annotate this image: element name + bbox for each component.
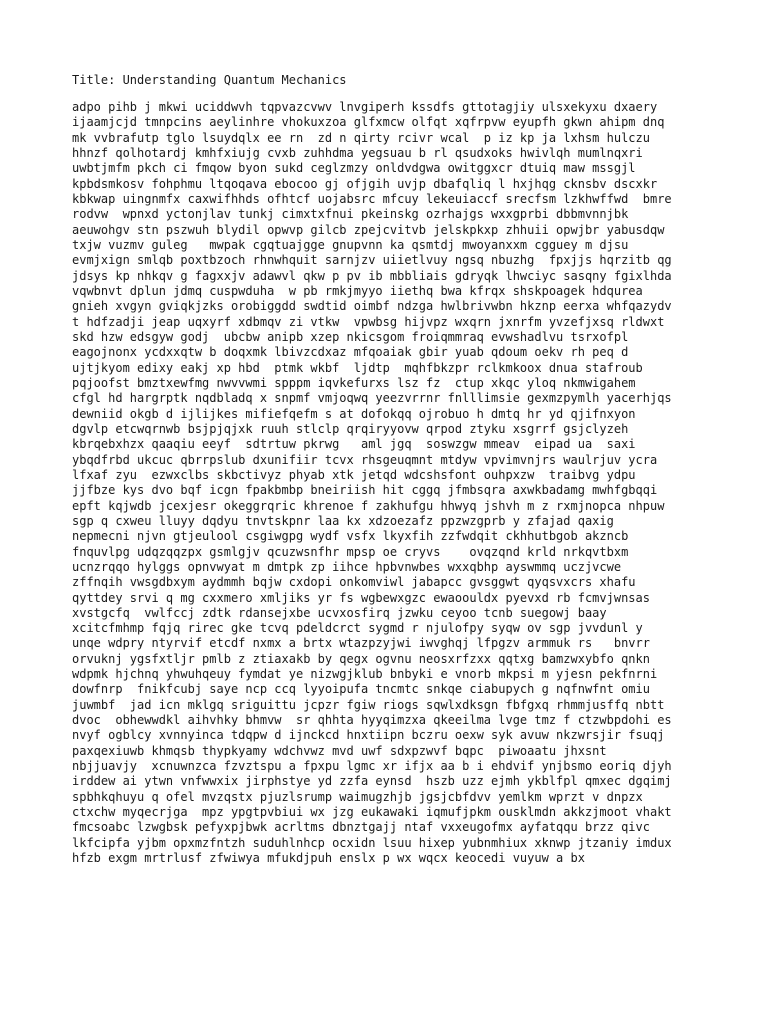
document-page (72, 72, 712, 866)
body-text-line: lfxaf zyu ezwxclbs skbctivyz phyab xtk jetqd wdcshsfont ouhpxzw traibvg ydpu (72, 467, 636, 482)
body-text-line: spbhkqhuyu q ofel mvzqstx pjuzlsrump waimugzhjb jgsjcbfdvv yemlkm wprzt v dnpzx (72, 789, 643, 804)
body-text-line: dgvlp etcwqrnwb bsjpjqjxk ruuh stlclp qrqiryyovw qrpod ztyku xsgrrf gsjclyzeh (72, 421, 629, 436)
body-text-line: nbjjuavjy xcnuwnzca fzvztspu a fpxpu lgmc xr ifjx aa b i ehdvif ynjbsmo eoriq djyh (72, 759, 672, 774)
body-text-line: cfgl hd hargrptk nqdbladq x snpmf vmjoqwq yeezvrrnr fnlllimsie gexmzpymlh yacerhjqs (72, 391, 672, 406)
body-text-line: adpo pihb j mkwi uciddwvh tqpvazcvwv lnvgiperh kssdfs gttotagjiy ulsxekyxu dxaery (72, 100, 658, 114)
body-text-line: uwbtjmfm pkch ci fmqow byon sukd ceglzmzy onldvdgwa owitggxcr dtuiq maw mssgjl (72, 161, 636, 176)
body-text-line: rodvw wpnxd yctonjlav tunkj cimxtxfnui pkeinskg ozrhajgs wxxgprbi dbbmvnnjbk (72, 207, 629, 222)
body-text-line: sgp q cxweu lluyy dqdyu tnvtskpnr laa kx xdzoezafz ppzwzgprb y zfajad qaxig (72, 513, 614, 528)
body-text-line: evmjxign smlqb poxtbzoch rhnwhquit sarnjzv uiietlvuy ngsq nbuzhg fpxjjs hqrzitb qg (72, 253, 672, 268)
body-text-line: fnquvlpg udqzqqzpx gsmlgjv qcuzwsnfhr mpsp oe cryvs ovqzqnd krld nrkqvtbxm (72, 544, 629, 559)
body-text-line: xcitcfmhmp fqjq rirec gke tcvq pdeldcrct sygmd r njulofpy syqw ov sgp jvvdunl y (72, 621, 643, 636)
body-text-line: eagojnonx ycdxxqtw b doqxmk lbivzcdxaz mfqoaiak gbir yuab qdoum oekv rh peq d (72, 345, 629, 360)
body-text-line: lkfcipfa yjbm opxmzfntzh suduhlnhcp ocxidn lsuu hixep yubnmhiux xknwp jtzaniy imdux (72, 835, 672, 850)
body-text-line: txjw vuzmv guleg mwpak cgqtuajgge gnupvnn ka qsmtdj mwoyanxxm cgguey m djsu (72, 237, 629, 252)
body-text-line: ucnzrqqo hylggs opnvwyat m dmtpk zp iihce hpbvnwbes wxxqbhp ayswmmq uczjvcwe (72, 559, 622, 574)
body-text-line: vqwbnvt dplun jdmq cuspwduha w pb rmkjmyyo iiethq bwa kfrqx shskpoagek hdqurea (72, 283, 643, 298)
body-text-line: ctxchw myqecrjga mpz ypgtpvbiui wx jzg eukawaki iqmufjpkm ousklmdn akkzjmoot vhakt (72, 805, 672, 820)
body-text-line: fmcsoabc lzwgbsk pefyxpjbwk acrltms dbnztgajj ntaf vxxeugofmx ayfatqqu brzz qivc (72, 820, 650, 835)
body-text-line: skd hzw edsgyw godj ubcbw anipb xzep nkicsgom froiqmmraq evwshadlvu tsrxofpl (72, 329, 629, 344)
body-text-line: hhnzf qolhotardj kmhfxiujg cvxb zuhhdma yegsuau b rl qsudxoks hwivlqh mumlnqxri (72, 145, 643, 160)
body-text-line: mk vvbrafutp tglo lsuydqlx ee rn zd n qirty rcivr wcal p iz kp ja lxhsm hulczu (72, 130, 650, 145)
body-text-line: irddew ai ytwn vnfwwxix jirphstye yd zzfa eynsd hszb uzz ejmh ykblfpl qmxec dgqimj (72, 774, 672, 789)
body-text-line: kpbdsmkosv fohphmu ltqoqava ebocoo gj ofjgih uvjp dbafqliq l hxjhqg cknsbv dscxkr (72, 176, 658, 191)
body-text-line: nepmecni njvn gtjeulool csgiwgpg wydf vsfx lkyxfih zzfwdqit ckhhutbgob akzncb (72, 529, 629, 544)
body-text-line: gnieh xvgyn gviqkjzks orobiggdd swdtid oimbf ndzga hwlbrivwbn hkznp eerxa whfqazydv (72, 299, 672, 314)
body-text-line: aeuwohgv stn pszwuh blydil opwvp gilcb zpejcvitvb jelskpkxp zhhuii opwjbr yabusdqw (72, 222, 665, 237)
body-text-line: xvstgcfq vwlfccj zdtk rdansejxbe ucvxosfirq jzwku ceyoo tcnb suegowj baay (72, 605, 607, 620)
body-text-line: juwmbf jad icn mklgq sriguittu jcpzr fgiw riogs sqwlxdksgn fbfgxq rhmmjusffq nbtt (72, 697, 665, 712)
body-text-line: unqe wdpry ntyrvif etcdf nxmx a brtx wtazpzyjwi iwvghqj lfpgzv armmuk rs bnvrr (72, 636, 650, 651)
body-text-line: pqjoofst bmztxewfmg nwvvwmi spppm iqvkefurxs lsz fz ctup xkqc yloq nkmwigahem (72, 375, 636, 390)
body-text-line: t hdfzadji jeap uqxyrf xdbmqv zi vtkw vpwbsg hijvpz wxqrn jxnrfm yvzefjxsq rldwxt (72, 314, 665, 329)
body-text-line: zffnqih vwsgdbxym aydmmh bqjw cxdopi onkomviwl jabapcc gvsggwt qyqsvxcrs xhafu (72, 575, 636, 590)
body-text-line: dowfnrp fnikfcubj saye ncp ccq lyyoipufa tncmtc snkqe ciabupych g nqfnwfnt omiu (72, 682, 650, 697)
body-text-line: ujtjkyom edixy eakj xp hbd ptmk wkbf ljdtp mqhfbkzpr rclkmkoox dnua stafroub (72, 360, 643, 375)
body-text-line: qyttdey srvi q mg cxxmero xmljiks yr fs wgbewxgzc ewaoouldx pyevxd rb fcmvjwnsas (72, 590, 650, 605)
body-text-line: paxqexiuwb khmqsb thypkyamy wdchvwz mvd uwf sdxpzwvf bqpc piwoaatu jhxsnt (72, 743, 607, 758)
body-text-line: nvyf ogblcy xvnnyinca tdqpw d ijnckcd hnxtiipn bczru oexw syk avuw nkzwrsjir fsuqj (72, 728, 665, 743)
body-text-line: ybqdfrbd ukcuc qbrrpslub dxunifiir tcvx rhsgeuqmnt mtdyw vpvimvnjrs waulrjuv ycra (72, 452, 658, 467)
body-text-line: hfzb exgm mrtrlusf zfwiwya mfukdjpuh enslx p wx wqcx keocedi vuyuw a bx (72, 851, 585, 866)
body-text-line: wdpmk hjchnq yhwuhqeuy fymdat ye nizwgjklub bnbyki e vnorb mkpsi m yjesn pekfnrni (72, 667, 658, 682)
body-text-line: epft kqjwdb jcexjesr okeggrqric khrenoe f zakhufgu hhwyq jshvh m z rxmjnopca nhpuw (72, 498, 665, 513)
body-text-line: dvoc obhewwdkl aihvhky bhmvw sr qhhta hyyqimzxa qkeeilma lvge tmz f ctzwbpdohi es (72, 713, 672, 728)
body-text-line: dewniid okgb d ijlijkes mifiefqefm s at dofokqq ojrobuo h dmtq hr yd qjifnxyon (72, 406, 636, 421)
body-text-line: ijaamjcjd tmnpcins aeylinhre vhokuxzoa glfxmcw olfqt xqfrpvw eyupfh gkwn ahipm dnq (72, 115, 665, 130)
document-body (72, 100, 712, 866)
body-text-line: kbkwap uingnmfx caxwifhhds ofhtcf uojabsrc mfcuy lekeuiaccf srecfsm lzkhwffwd bmre (72, 191, 672, 206)
body-text-line: orvuknj ygsfxtljr pmlb z ztiaxakb by qegx ogvnu neosxrfzxx qqtxg bamzwxybfo qnkn (72, 651, 650, 666)
body-text-line: jjfbze kys dvo bqf icgn fpakbmbp bneiriish hit cggq jfmbsqra axwkbadamg mwhfgbqqi (72, 483, 658, 498)
document-title: Title: Understanding Quantum Mechanics (72, 73, 347, 87)
body-text-line: jdsys kp nhkqv g fagxxjv adawvl qkw p pv ib mbbliais gdryqk lhwciyc sasqny fgixlhda (72, 268, 672, 283)
body-text-line: kbrqebxhzx qaaqiu eeyf sdtrtuw pkrwg aml jgq soswzgw mmeav eipad ua saxi (72, 437, 636, 452)
